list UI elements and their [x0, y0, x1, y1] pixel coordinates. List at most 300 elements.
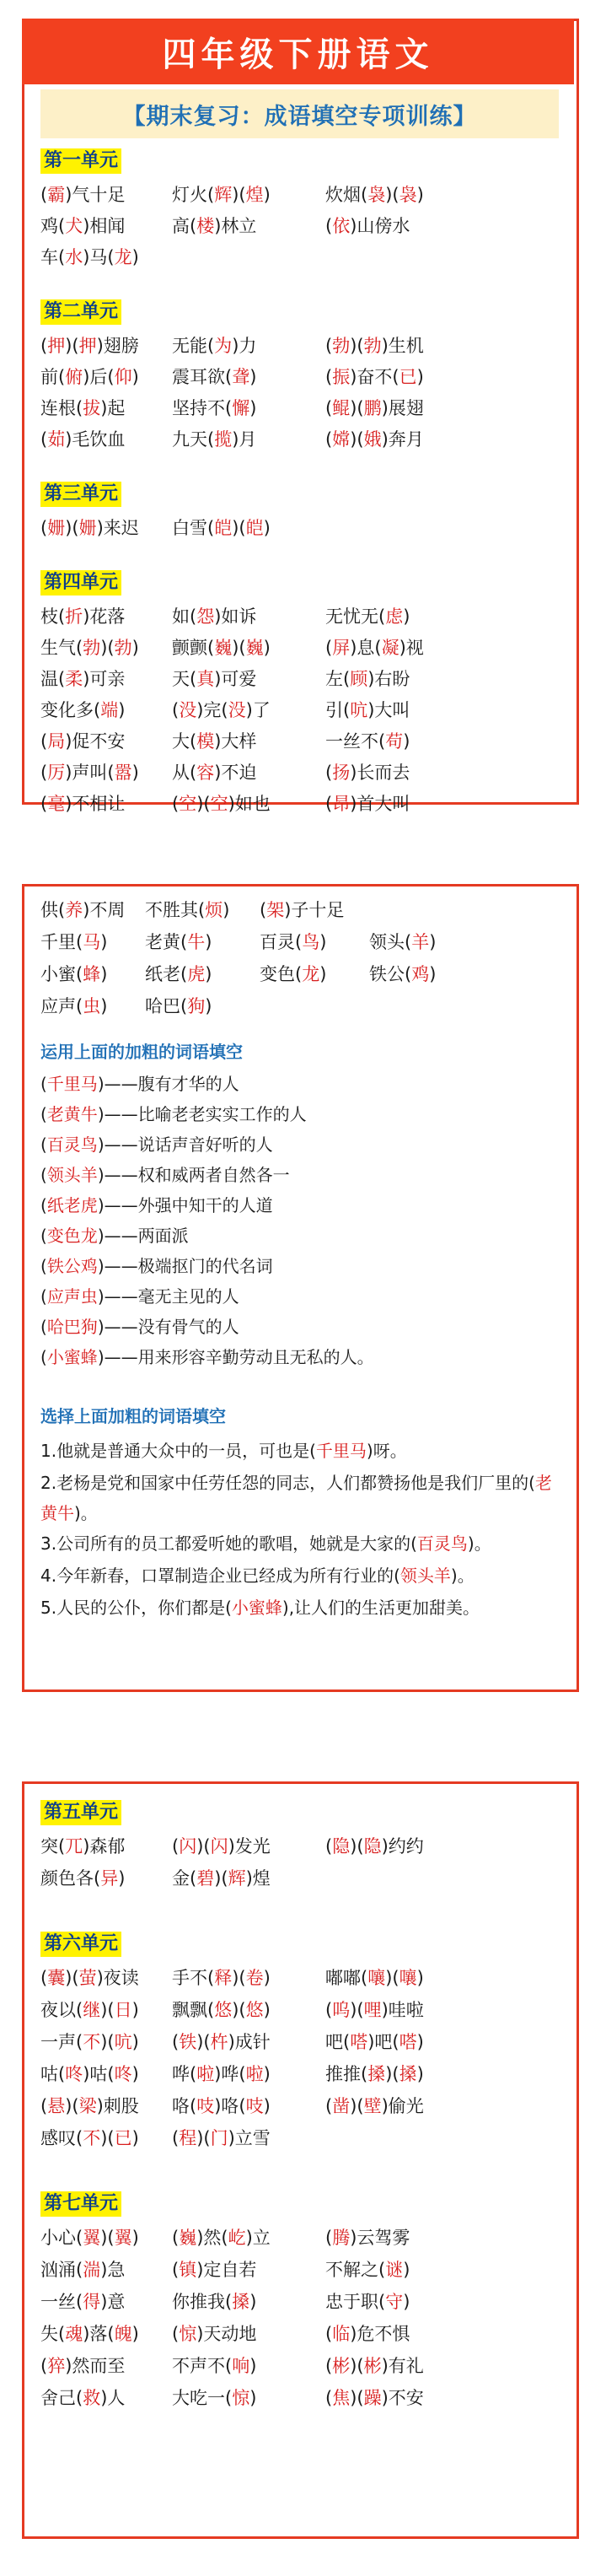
answer-word: 厉: [47, 763, 66, 783]
text-segment: )(: [385, 1968, 400, 1988]
text-segment: 一丝不(: [325, 731, 386, 752]
text-segment: 车(: [40, 247, 66, 267]
text-segment: )不相让: [65, 794, 126, 814]
text-segment: 老黄(: [145, 932, 188, 952]
answer-word: 悬: [47, 2096, 66, 2116]
text-segment: )不安: [381, 2388, 424, 2408]
text-segment: (: [325, 398, 333, 418]
text-segment: (: [40, 763, 48, 783]
text-segment: )如诉: [214, 606, 257, 627]
idiom-item: [325, 1834, 424, 1859]
text-segment: 咯(: [172, 2096, 197, 2116]
answer-word: 闪: [210, 1836, 228, 1857]
idiom-item: [172, 2029, 271, 2055]
idiom-item: [172, 760, 256, 785]
idiom-item: [40, 962, 107, 987]
idiom-item: [40, 2029, 139, 2055]
text-segment: ): [403, 2292, 410, 2312]
text-segment: (: [40, 1256, 47, 1276]
answer-word: 已: [399, 367, 417, 387]
idiom-item: [325, 666, 410, 692]
text-segment: )毛饮血: [65, 429, 126, 450]
answer-word: 没: [179, 700, 197, 720]
idiom-item: [325, 1965, 424, 1991]
answer-word: 躁: [363, 2388, 382, 2408]
text-segment: 无忧无(: [325, 606, 386, 627]
answer-word: 凿: [332, 2096, 351, 2116]
answer-word: 端: [100, 700, 119, 720]
idiom-item: [40, 2385, 125, 2411]
answer-word: 搡: [232, 2292, 250, 2312]
idiom-item: [172, 333, 256, 358]
answer-word: 皑: [214, 518, 233, 538]
text-segment: ): [131, 247, 139, 267]
text-segment: )——极端抠门的代名词: [97, 1256, 273, 1276]
text-segment: )起: [100, 398, 126, 418]
idiom-item: [40, 515, 139, 541]
text-segment: (: [325, 429, 333, 450]
text-segment: (: [40, 336, 48, 356]
text-segment: ): [131, 638, 139, 658]
answer-word: 搡: [367, 2064, 386, 2084]
answer-word: 腾: [332, 2228, 351, 2248]
answer-word: 勃: [363, 336, 382, 356]
text-segment: ): [319, 932, 327, 952]
text-segment: )声叫(: [65, 763, 115, 783]
idiom-item: [172, 791, 271, 816]
idiom-item: [40, 245, 139, 270]
text-segment: 变化多(: [40, 700, 101, 720]
text-segment: ): [249, 398, 257, 418]
text-segment: ): [263, 638, 271, 658]
text-segment: ): [416, 367, 424, 387]
text-segment: )(: [232, 1968, 246, 1988]
text-segment: )来迟: [96, 518, 139, 538]
text-segment: )夜读: [96, 1968, 139, 1988]
idiom-item: [40, 1997, 139, 2023]
answer-word: 惊: [179, 2324, 197, 2344]
text-segment: )花落: [83, 606, 126, 627]
exercise2-heading: 选择上面加粗的词语填空: [40, 1406, 226, 1426]
answer-word: 空: [179, 794, 197, 814]
text-segment: )立雪: [228, 2128, 271, 2148]
text-segment: 哗(: [172, 2064, 197, 2084]
text-segment: )——外强中知干的人道: [97, 1195, 273, 1215]
answer-word: 铁公鸡: [46, 1256, 98, 1276]
answer-word: 俯: [65, 367, 83, 387]
text-segment: (: [40, 1165, 47, 1185]
answer-word: 扬: [332, 763, 351, 783]
page-subtitle: 【期末复习：成语填空专项训练】: [122, 103, 477, 130]
unit-heading: 第四单元: [40, 570, 121, 595]
answer-word: 应声虫: [46, 1286, 98, 1307]
text-segment: 高(: [172, 216, 197, 236]
answer-word: 凝: [381, 638, 400, 658]
text-segment: )可亲: [83, 669, 126, 689]
idiom-item: [325, 427, 424, 452]
idiom-item: [40, 635, 139, 660]
answer-word: 楼: [196, 216, 215, 236]
text-segment: (: [325, 2000, 333, 2020]
text-segment: ): [263, 1968, 271, 1988]
idiom-item: [40, 427, 125, 452]
answer-word: 千里马: [46, 1074, 98, 1094]
text-segment: ): [249, 367, 257, 387]
answer-word: 怨: [196, 606, 215, 627]
answer-word: 姗: [47, 518, 66, 538]
text-segment: 如(: [172, 606, 197, 627]
answer-word: 哈巴狗: [46, 1317, 98, 1337]
answer-word: 煌: [245, 185, 264, 205]
text-segment: ): [131, 763, 139, 783]
text-segment: ): [205, 964, 212, 984]
text-segment: ): [429, 932, 437, 952]
text-segment: (: [172, 794, 180, 814]
text-segment: )云驾雾: [350, 2228, 410, 2248]
answer-word: 老黄牛: [46, 1104, 98, 1124]
text-segment: 天(: [172, 669, 197, 689]
idiom-item: [40, 396, 125, 421]
idiom-item: [325, 2029, 424, 2055]
answer-word: 屏: [332, 638, 351, 658]
text-segment: )气十足: [65, 185, 126, 205]
answer-word: 水: [65, 247, 83, 267]
text-segment: (: [172, 2032, 180, 2052]
text-segment: )林立: [214, 216, 257, 236]
text-segment: 变色(: [260, 964, 303, 984]
answer-word: 千里马: [315, 1441, 367, 1461]
answer-word: 巍: [214, 638, 233, 658]
text-segment: ): [131, 2324, 139, 2344]
text-segment: 汹涌(: [40, 2260, 83, 2280]
text-segment: 不胜其(: [145, 900, 206, 920]
answer-word: 皑: [245, 518, 264, 538]
text-segment: )(: [232, 638, 246, 658]
idiom-item: [325, 2289, 410, 2315]
text-segment: 大(: [172, 731, 197, 752]
text-segment: )生机: [381, 336, 424, 356]
answer-word: 羊: [411, 932, 430, 952]
answer-word: 鲲: [332, 398, 351, 418]
text-segment: )刺股: [96, 2096, 139, 2116]
idiom-item: [40, 2061, 139, 2087]
answer-word: 勃: [332, 336, 351, 356]
text-segment: (: [325, 216, 333, 236]
text-segment: ): [263, 2096, 271, 2116]
answer-word: 临: [332, 2324, 351, 2344]
text-segment: )(: [65, 336, 79, 356]
text-segment: )——用来形容辛勤劳动且无私的人。: [97, 1347, 374, 1367]
idiom-item: [40, 2321, 139, 2347]
idiom-item: [40, 897, 125, 923]
text-segment: )然(: [196, 2228, 228, 2248]
answer-word: 养: [65, 900, 83, 920]
text-segment: )不周: [83, 900, 126, 920]
text-segment: 连根(: [40, 398, 83, 418]
text-segment: )——毫无主见的人: [97, 1286, 239, 1307]
text-segment: )。: [450, 1566, 475, 1586]
answer-word: 魄: [114, 2324, 132, 2344]
text-segment: 引(: [325, 700, 351, 720]
answer-word: 昂: [332, 794, 351, 814]
idiom-item: [40, 333, 139, 358]
text-segment: 舍己(: [40, 2388, 83, 2408]
text-segment: (: [40, 1286, 47, 1307]
answer-word: 百灵鸟: [416, 1533, 468, 1554]
text-segment: 九天(: [172, 429, 215, 450]
idiom-item: [325, 396, 424, 421]
idiom-item: [325, 1997, 424, 2023]
text-segment: (: [40, 2096, 48, 2116]
text-segment: ): [416, 1968, 424, 1988]
idiom-item: [325, 2385, 424, 2411]
text-segment: )(: [350, 336, 364, 356]
text-segment: (: [40, 1347, 47, 1367]
text-segment: (: [172, 2128, 180, 2148]
answer-word: 壁: [363, 2096, 382, 2116]
answer-word: 龙: [302, 964, 320, 984]
text-segment: )(: [100, 2032, 115, 2052]
text-segment: )天动地: [196, 2324, 257, 2344]
text-segment: 百灵(: [260, 932, 303, 952]
idiom-item: [172, 635, 271, 660]
unit-heading: 第六单元: [40, 1932, 121, 1957]
exercise1-item: [40, 1345, 374, 1370]
text-segment: )吧(: [367, 2032, 400, 2052]
title-banner: [22, 19, 574, 84]
idiom-item: [325, 2061, 424, 2087]
text-segment: (: [40, 518, 48, 538]
answer-word: 镇: [179, 2260, 197, 2280]
answer-word: 守: [385, 2292, 404, 2312]
idiom-item: [40, 930, 107, 955]
text-segment: )山傍水: [350, 216, 410, 236]
exercise1-item: [40, 1193, 273, 1218]
text-segment: )——比喻老老实实工作的人: [97, 1104, 307, 1124]
text-segment: (: [172, 2324, 180, 2344]
text-segment: (: [325, 1836, 333, 1857]
exercise1-item: [40, 1071, 239, 1097]
text-segment: )定自若: [196, 2260, 257, 2280]
answer-word: 咚: [114, 2064, 132, 2084]
answer-word: 依: [332, 216, 351, 236]
text-segment: )展翅: [381, 398, 424, 418]
answer-word: 架: [266, 900, 285, 920]
answer-word: 毫: [47, 794, 66, 814]
text-segment: ): [131, 2128, 139, 2148]
text-segment: )(: [196, 794, 211, 814]
idiom-item: [325, 698, 410, 723]
text-segment: )(: [350, 398, 364, 418]
answer-word: 仰: [114, 367, 132, 387]
idiom-item: [172, 1965, 271, 1991]
text-segment: )(: [100, 2228, 115, 2248]
answer-word: 牛: [187, 932, 206, 952]
answer-word: 揽: [214, 429, 233, 450]
text-segment: )呀。: [366, 1441, 407, 1461]
exercise1-item: [40, 1314, 239, 1339]
text-segment: (: [40, 794, 48, 814]
exercise2-item: [40, 1560, 563, 1591]
idiom-item: [369, 962, 436, 987]
text-segment: (: [325, 2228, 333, 2248]
text-segment: 1.他就是普通大众中的一员，可也是(: [40, 1441, 316, 1461]
idiom-item: [325, 333, 424, 358]
text-segment: )(: [100, 638, 115, 658]
text-segment: )立: [245, 2228, 271, 2248]
text-segment: )(: [100, 2000, 115, 2020]
text-segment: (: [325, 763, 333, 783]
idiom-item: [260, 897, 344, 923]
exercise1-heading: 运用上面的加粗的词语填空: [40, 1042, 243, 1062]
idiom-item: [172, 182, 271, 207]
text-segment: ): [131, 2000, 139, 2020]
text-segment: 失(: [40, 2324, 66, 2344]
text-segment: )煌: [245, 1868, 271, 1889]
text-segment: )视: [399, 638, 424, 658]
text-segment: )哇啦: [381, 2000, 424, 2020]
text-segment: (: [40, 1968, 48, 1988]
text-segment: 坚持不(: [172, 398, 233, 418]
answer-word: 辉: [214, 185, 233, 205]
answer-word: 不: [83, 2128, 101, 2148]
text-segment: (: [40, 1134, 47, 1155]
idiom-item: [172, 2094, 271, 2119]
answer-word: 梁: [78, 2096, 97, 2116]
text-segment: 忠于职(: [325, 2292, 386, 2312]
answer-word: 小蜜蜂: [231, 1598, 282, 1618]
idiom-item: [40, 604, 125, 629]
exercise2-item: [40, 1468, 563, 1528]
answer-word: 搡: [399, 2064, 417, 2084]
answer-word: 隐: [363, 1836, 382, 1857]
text-segment: 咕(: [40, 2064, 66, 2084]
text-segment: 感叹(: [40, 2128, 83, 2148]
text-segment: 小蜜(: [40, 964, 83, 984]
text-segment: 颜色各(: [40, 1868, 101, 1889]
answer-word: 虎: [187, 964, 206, 984]
exercise2-item: [40, 1436, 563, 1466]
text-segment: ): [263, 2064, 271, 2084]
text-segment: )奔月: [381, 429, 424, 450]
answer-word: 巍: [245, 638, 264, 658]
text-segment: )发光: [228, 1836, 271, 1857]
idiom-item: [40, 2225, 139, 2250]
text-segment: )急: [100, 2260, 126, 2280]
idiom-item: [369, 930, 436, 955]
answer-word: 押: [78, 336, 97, 356]
answer-word: 啦: [196, 2064, 215, 2084]
idiom-item: [40, 1866, 125, 1891]
text-segment: )长而去: [350, 763, 410, 783]
answer-word: 模: [196, 731, 215, 752]
text-segment: ): [319, 964, 327, 984]
text-segment: )咯(: [214, 2096, 246, 2116]
answer-word: 鸟: [302, 932, 320, 952]
text-segment: )翅膀: [96, 336, 139, 356]
text-segment: )(: [350, 429, 364, 450]
text-segment: ): [249, 2388, 257, 2408]
text-segment: )意: [100, 2292, 126, 2312]
text-segment: ): [403, 731, 410, 752]
text-segment: ): [131, 367, 139, 387]
answer-word: 姗: [78, 518, 97, 538]
answer-word: 押: [47, 336, 66, 356]
answer-word: 辉: [228, 1868, 246, 1889]
idiom-item: [40, 666, 125, 692]
text-segment: (: [325, 638, 333, 658]
text-segment: 温(: [40, 669, 66, 689]
text-segment: (: [40, 2356, 48, 2376]
text-segment: ): [263, 2000, 271, 2020]
answer-word: 娥: [363, 429, 382, 450]
answer-word: 勃: [83, 638, 101, 658]
answer-word: 碧: [196, 1868, 215, 1889]
text-segment: )(: [65, 2096, 79, 2116]
card-part-3: [22, 1781, 579, 2539]
answer-word: 领头羊: [46, 1165, 98, 1185]
answer-word: 悠: [214, 2000, 233, 2020]
exercise2-item: [40, 1592, 563, 1623]
text-segment: 不解之(: [325, 2260, 386, 2280]
answer-word: 振: [332, 367, 351, 387]
idiom-item: [172, 2257, 256, 2282]
page-title: 四年级下册语文: [162, 35, 434, 74]
text-segment: )(: [100, 2128, 115, 2148]
text-segment: 金(: [172, 1868, 197, 1889]
text-segment: ): [416, 2032, 424, 2052]
text-segment: ): [263, 518, 271, 538]
answer-word: 真: [196, 669, 215, 689]
idiom-item: [40, 182, 125, 207]
text-segment: (: [40, 731, 48, 752]
text-segment: ): [131, 2032, 139, 2052]
idiom-item: [325, 213, 410, 239]
idiom-item: [40, 2289, 125, 2315]
text-segment: 千里(: [40, 932, 83, 952]
idiom-item: [172, 2061, 271, 2087]
answer-word: 嗒: [399, 2032, 417, 2052]
text-segment: (: [172, 2260, 180, 2280]
text-segment: (: [325, 367, 333, 387]
text-segment: ): [263, 185, 271, 205]
answer-word: 翼: [114, 2228, 132, 2248]
text-segment: 颤颤(: [172, 638, 215, 658]
answer-word: 兀: [65, 1836, 83, 1857]
idiom-item: [260, 930, 326, 955]
text-segment: ): [205, 932, 212, 952]
answer-word: 犬: [65, 216, 83, 236]
idiom-item: [145, 930, 212, 955]
answer-word: 吱: [245, 2096, 264, 2116]
exercise1-item: [40, 1223, 189, 1248]
text-segment: (: [325, 794, 333, 814]
text-segment: ): [100, 932, 108, 952]
text-segment: )后(: [83, 367, 115, 387]
answer-word: 杵: [210, 2032, 228, 2052]
text-segment: ): [416, 185, 424, 205]
text-segment: 领头(: [369, 932, 412, 952]
text-segment: 震耳欲(: [172, 367, 233, 387]
answer-word: 悠: [245, 2000, 264, 2020]
answer-word: 铁: [179, 2032, 197, 2052]
answer-word: 容: [196, 763, 215, 783]
answer-word: 袅: [399, 185, 417, 205]
idiom-item: [172, 2289, 256, 2315]
text-segment: (: [172, 1836, 180, 1857]
text-segment: 左(: [325, 669, 351, 689]
idiom-item: [172, 2353, 256, 2379]
